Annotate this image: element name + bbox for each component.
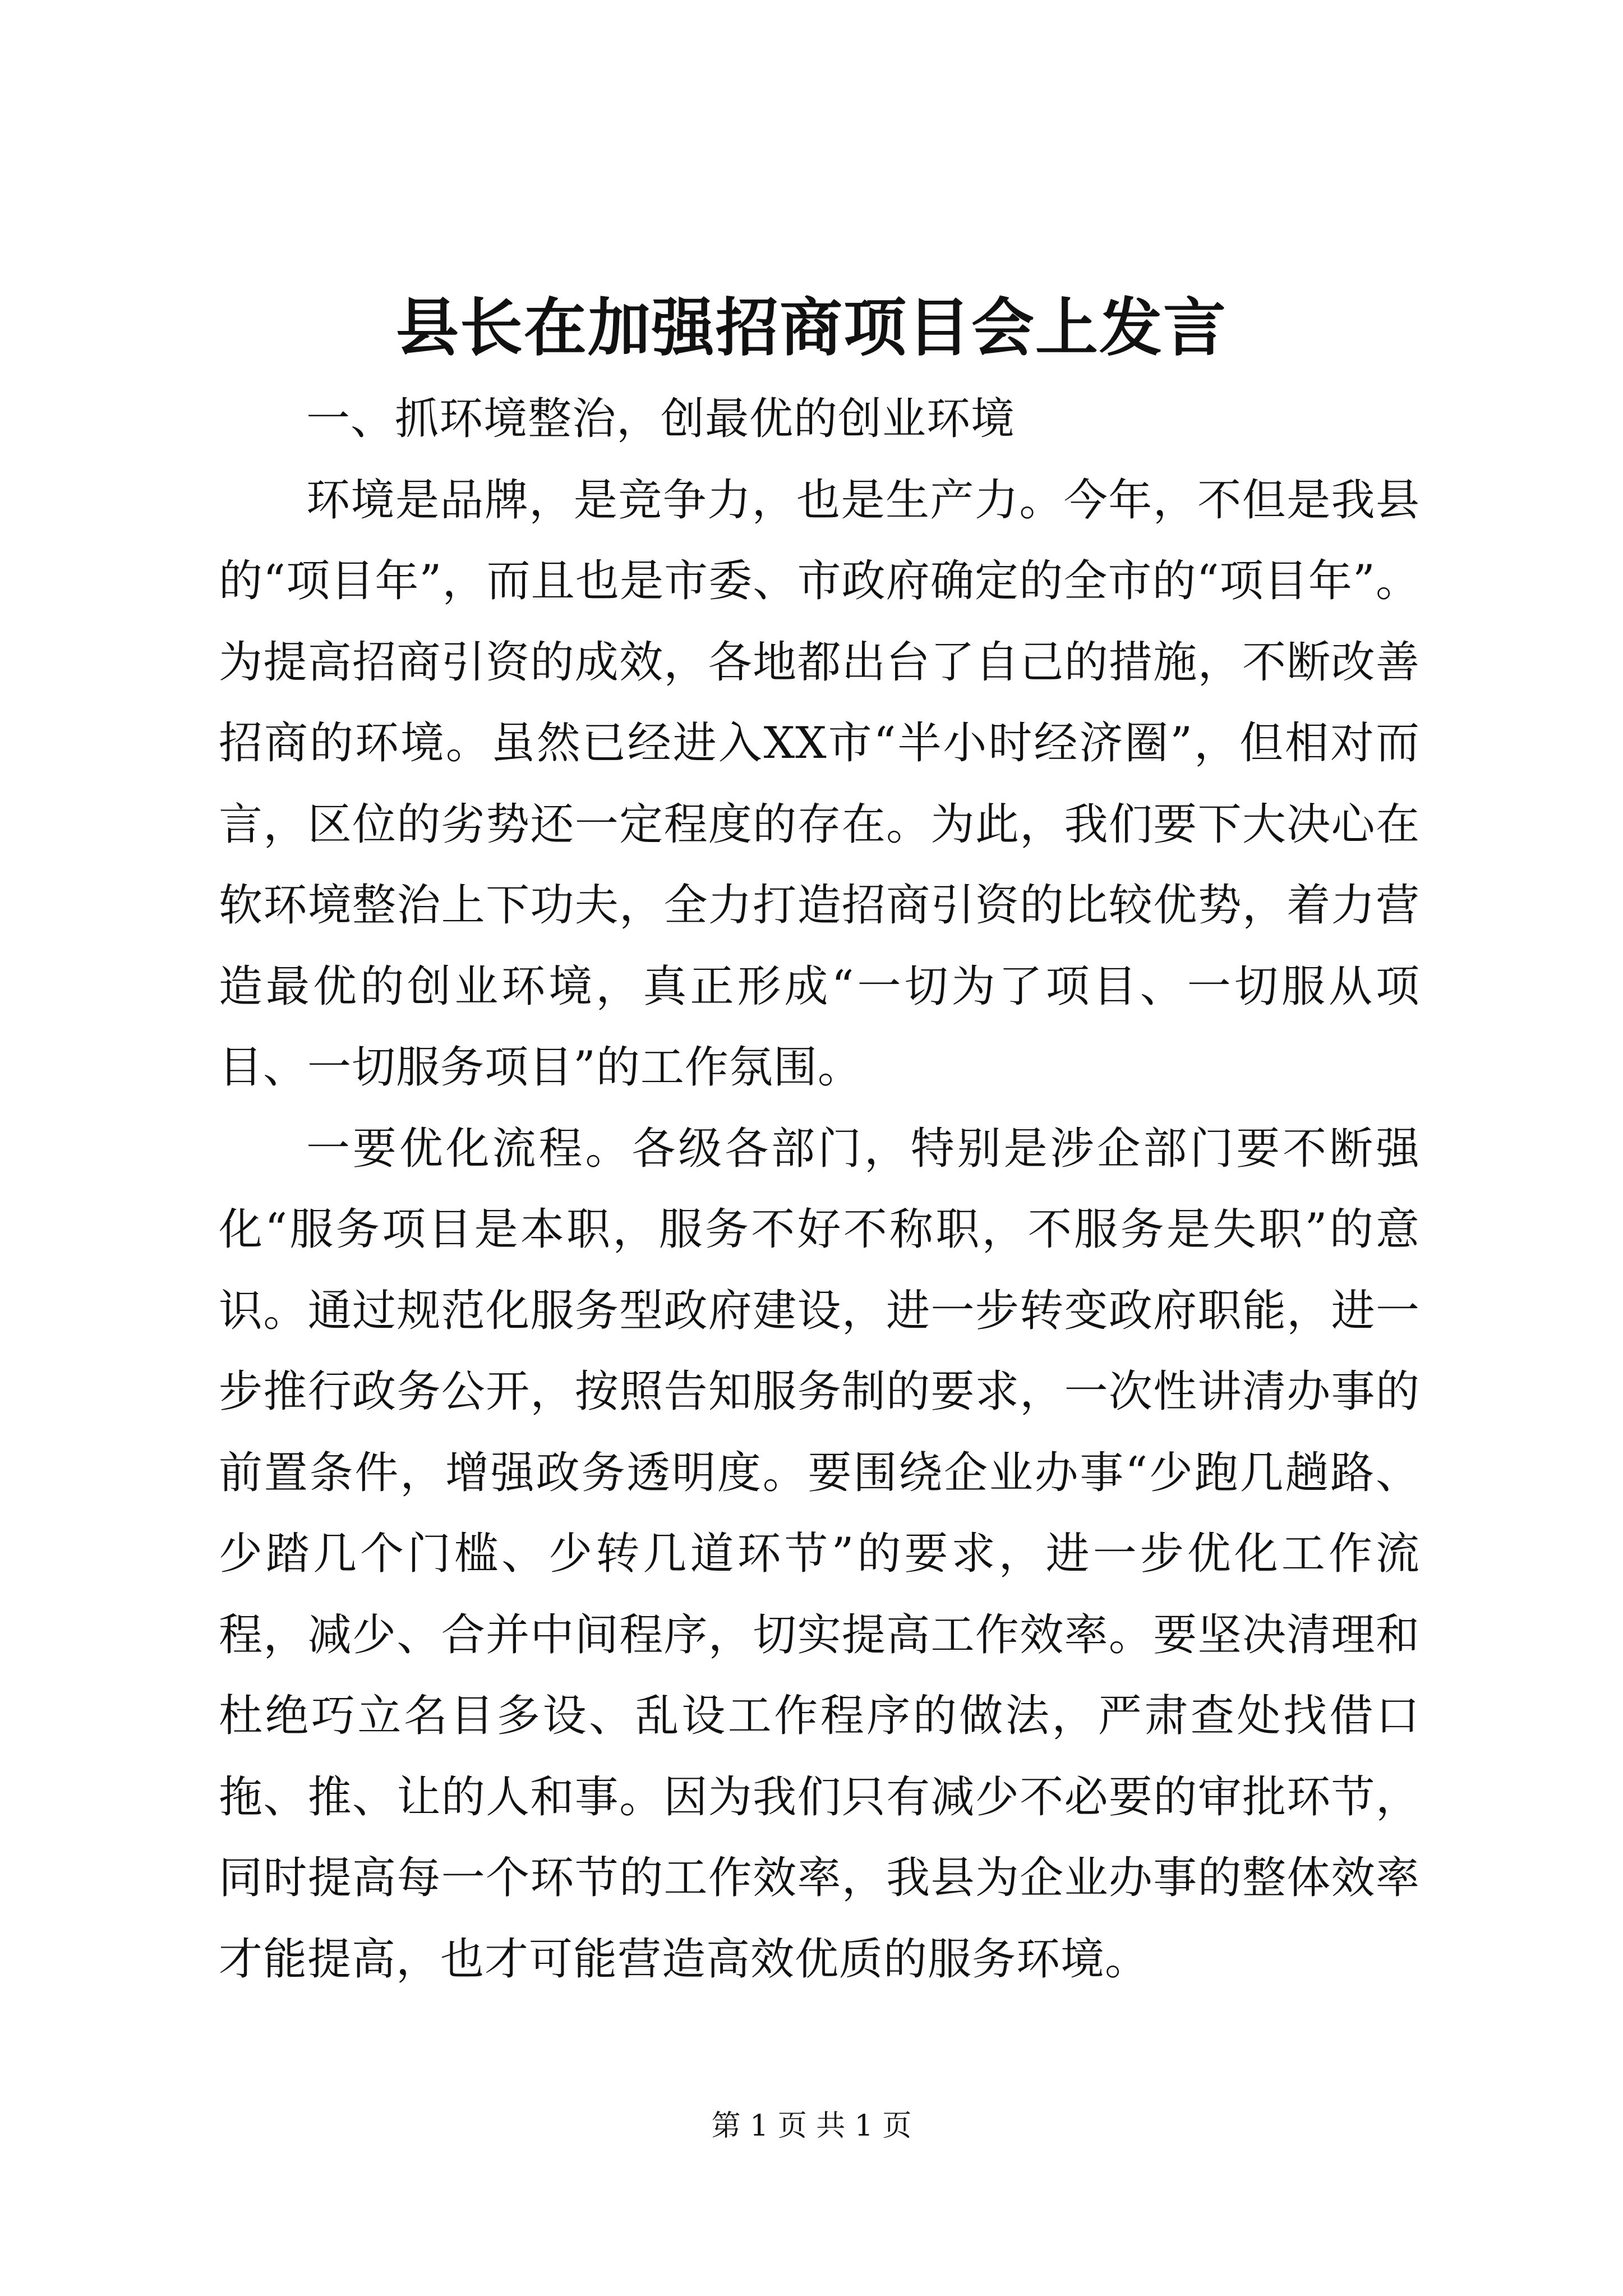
- page-footer: 第 1 页 共 1 页: [711, 2109, 912, 2143]
- body-paragraph: 一要优化流程。各级各部门，特别是涉企部门要不断强化“服务项目是本职，服务不好不称职，不服务是失职”的意识。通过规范化服务型政府建设，进一步转变政府职能，进一步推行政务公开，按照告知服务制的要求，一次性讲清办事的前置条件，增强政务透明度。要围绕企业办事“少跑几趟路、少踏几个门槛、少转几道环节”的要求，进一步优化工作流程，减少、合并中间程序，切实提高工作效率。要坚决清理和杜绝巧立名目多设、乱设工作程序的做法，严肃查处找借口拖、推、让的人和事。因为我们只有减少不必要的审批环节，同时提高每一个环节的工作效率，我县为企业办事的整体效率才能提高，也才可能营造高效优质的服务环境。: [219, 1123, 1420, 1985]
- document-body: [219, 379, 1420, 2000]
- document-title: 县长在加强招商项目会上发言: [396, 291, 1227, 365]
- section-heading: 一、抓环境整治，创最优的创业环境: [306, 394, 1016, 444]
- body-paragraph: 环境是品牌，是竞争力，也是生产力。今年，不但是我县的“项目年”，而且也是市委、市政府确定的全市的“项目年”。为提高招商引资的成效，各地都出台了自己的措施，不断改善招商的环境。虽然已经进入XX市“半小时经济圈”，但相对而言，区位的劣势还一定程度的存在。为此，我们要下大决心在软环境整治上下功夫，全力打造招商引资的比较优势，着力营造最优的创业环境，真正形成“一切为了项目、一切服从项目、一切服务项目”的工作氛围。: [219, 475, 1420, 1093]
